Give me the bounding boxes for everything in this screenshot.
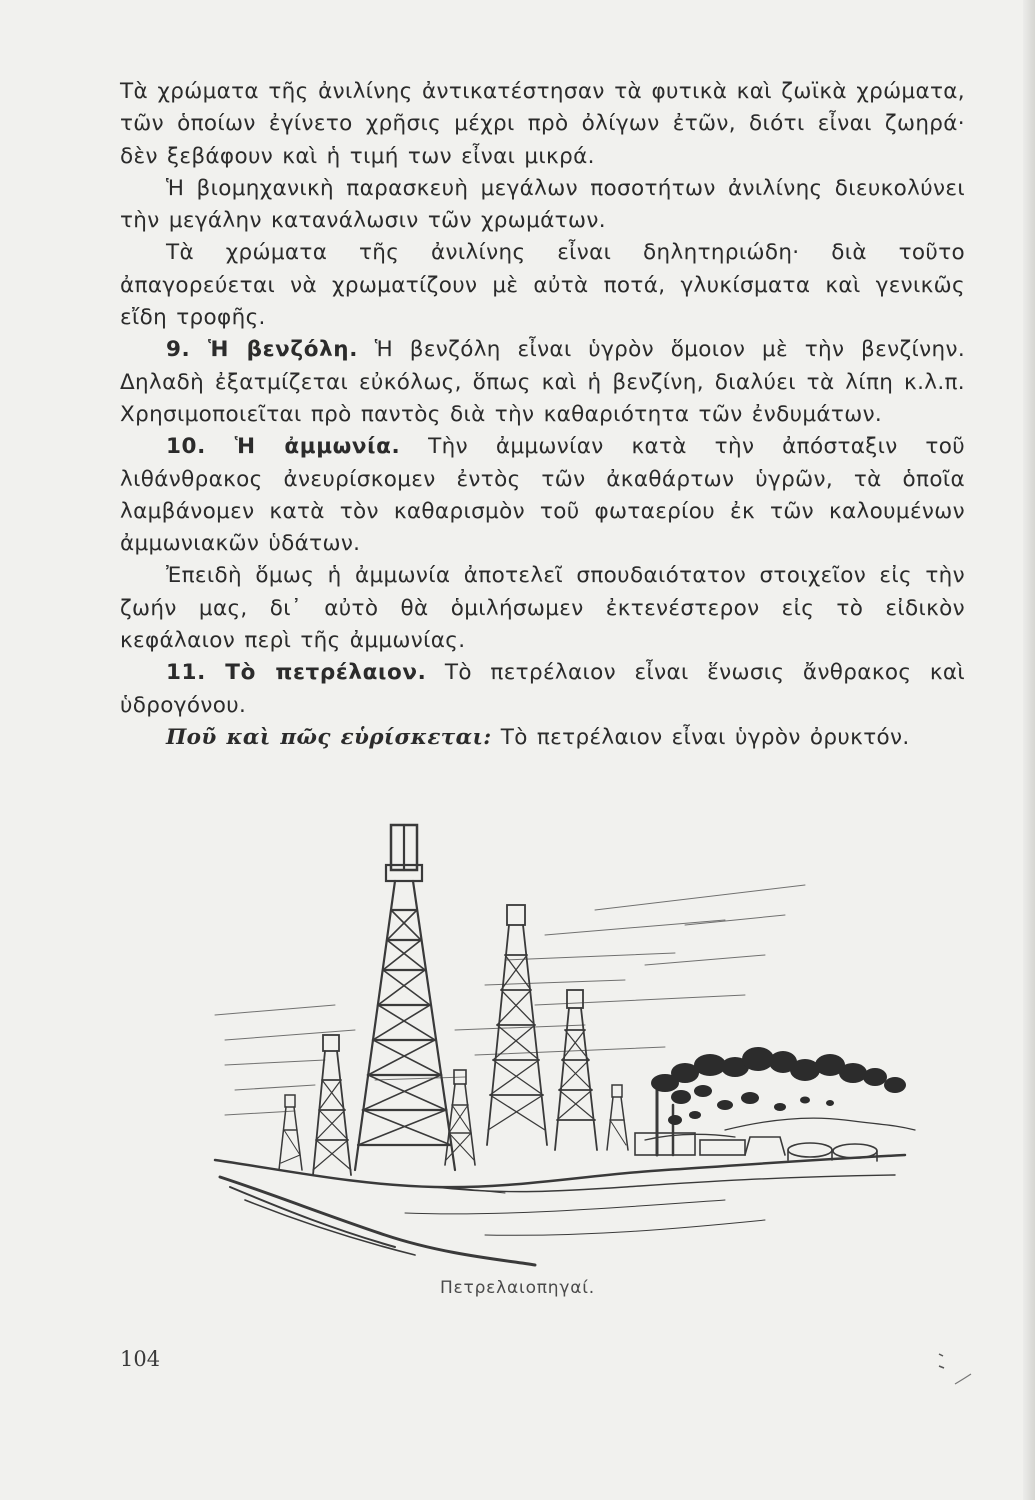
page-number: 104 — [120, 1347, 161, 1371]
heading-benzene: 9. Ἡ βενζόλη. — [166, 337, 358, 363]
section-where-found — [120, 722, 965, 754]
heading-ammonia: 10. Ἡ ἀμμωνία. — [166, 434, 401, 460]
section-petroleum — [120, 657, 965, 722]
derrick-middle-right — [487, 905, 547, 1145]
text-ammonia: Τὴν ἀμμωνίαν κατὰ τὴν ἀπόσταξιν τοῦ λιθάνθρακος ἀνευρίσκομεν ἐντὸς τῶν ἀκαθάρτων ὑγρῶν, τὰ ὁποῖα λαμβάνομεν κατὰ τὸν καθαρισμὸν τοῦ φωταερίου ἐκ τῶν καλουμένων ἀμμωνιακῶν ὑδάτων. — [120, 434, 966, 557]
derrick-near-factory — [607, 1085, 628, 1150]
section-ammonia — [120, 431, 965, 560]
paragraph-aniline-dyes: Τὰ χρώματα τῆς ἀνιλίνης ἀντικατέστησαν τὰ φυτικὰ καὶ ζωϊκὰ χρώματα, τῶν ὁποίων ἐγίνετο χρῆσις μέχρι πρὸ ὀλίγων ἐτῶν, διότι εἶναι ζωηρά· δὲν ξεβάφουν καὶ ἡ τιμή των εἶναι μικρά. — [120, 79, 965, 169]
ground — [215, 1155, 905, 1265]
text-petroleum: Τὸ πετρέλαιον εἶναι ἕνωσις ἄνθρακος καὶ ὑδρογόνου. — [120, 660, 966, 718]
oil-field-drawing — [205, 815, 925, 1285]
section-benzene — [120, 334, 965, 431]
paragraph-poisonous-dyes: Τὰ χρώματα τῆς ἀνιλίνης εἶναι δηλητηριώδη· διὰ τοῦτο ἀπαγορεύεται νὰ χρωματίζουν μὲ αὐτὰ ποτά, γλυκίσματα καὶ γενικῶς εἴδη τροφῆς. — [120, 240, 965, 331]
page-edge-shadow — [1023, 0, 1035, 1500]
oil-derricks-illustration — [205, 815, 925, 1285]
tall-derrick — [355, 825, 455, 1170]
derrick-left — [313, 1035, 351, 1175]
text-benzene: Ἡ βενζόλη εἶναι ὑγρὸν ὅμοιον μὲ τὴν βενζίνην. Δηλαδὴ ἐξατμίζεται εὐκόλως, ὅπως καὶ ἡ βενζίνη, διαλύει τὰ λίπη κ.λ.π. Χρησιμοποιεῖται πρὸ παντὸς διὰ τὴν καθαριότητα τῶν ἐνδυμάτων. — [120, 337, 966, 427]
heading-where-found: Ποῦ καὶ πῶς εὑρίσκεται: — [166, 724, 492, 750]
derrick-far-left — [279, 1095, 302, 1170]
paragraph-ammonia-importance: Ἐπειδὴ ὅμως ἡ ἀμμωνία ἀποτελεῖ σπουδαιότατον στοιχεῖον εἰς τὴν ζωήν μας, δι᾿ αὐτὸ θὰ ὁμιλήσωμεν ἐκτενέστερον εἰς τὸ εἰδικὸν κεφάλαιον περὶ τῆς ἀμμωνίας. — [120, 563, 965, 654]
factory-smoke — [651, 1047, 906, 1125]
figure-caption: Πετρελαιοπηγαί. — [439, 1278, 596, 1298]
heading-petroleum: 11. Τὸ πετρέλαιον. — [166, 660, 427, 686]
margin-mark — [935, 1350, 975, 1400]
text-where-found: Τὸ πετρέλαιον εἶναι ὑγρὸν ὀρυκτόν. — [500, 724, 910, 750]
derrick-small-middle — [445, 1070, 475, 1165]
paragraph-industrial-production: Ἡ βιομηχανικὴ παρασκευὴ μεγάλων ποσοτήτων ἀνιλίνης διευκολύνει τὴν μεγάλην κατανάλωσιν τῶν χρωμάτων. — [120, 175, 965, 234]
body-text — [120, 76, 965, 754]
derrick-right — [555, 990, 597, 1150]
